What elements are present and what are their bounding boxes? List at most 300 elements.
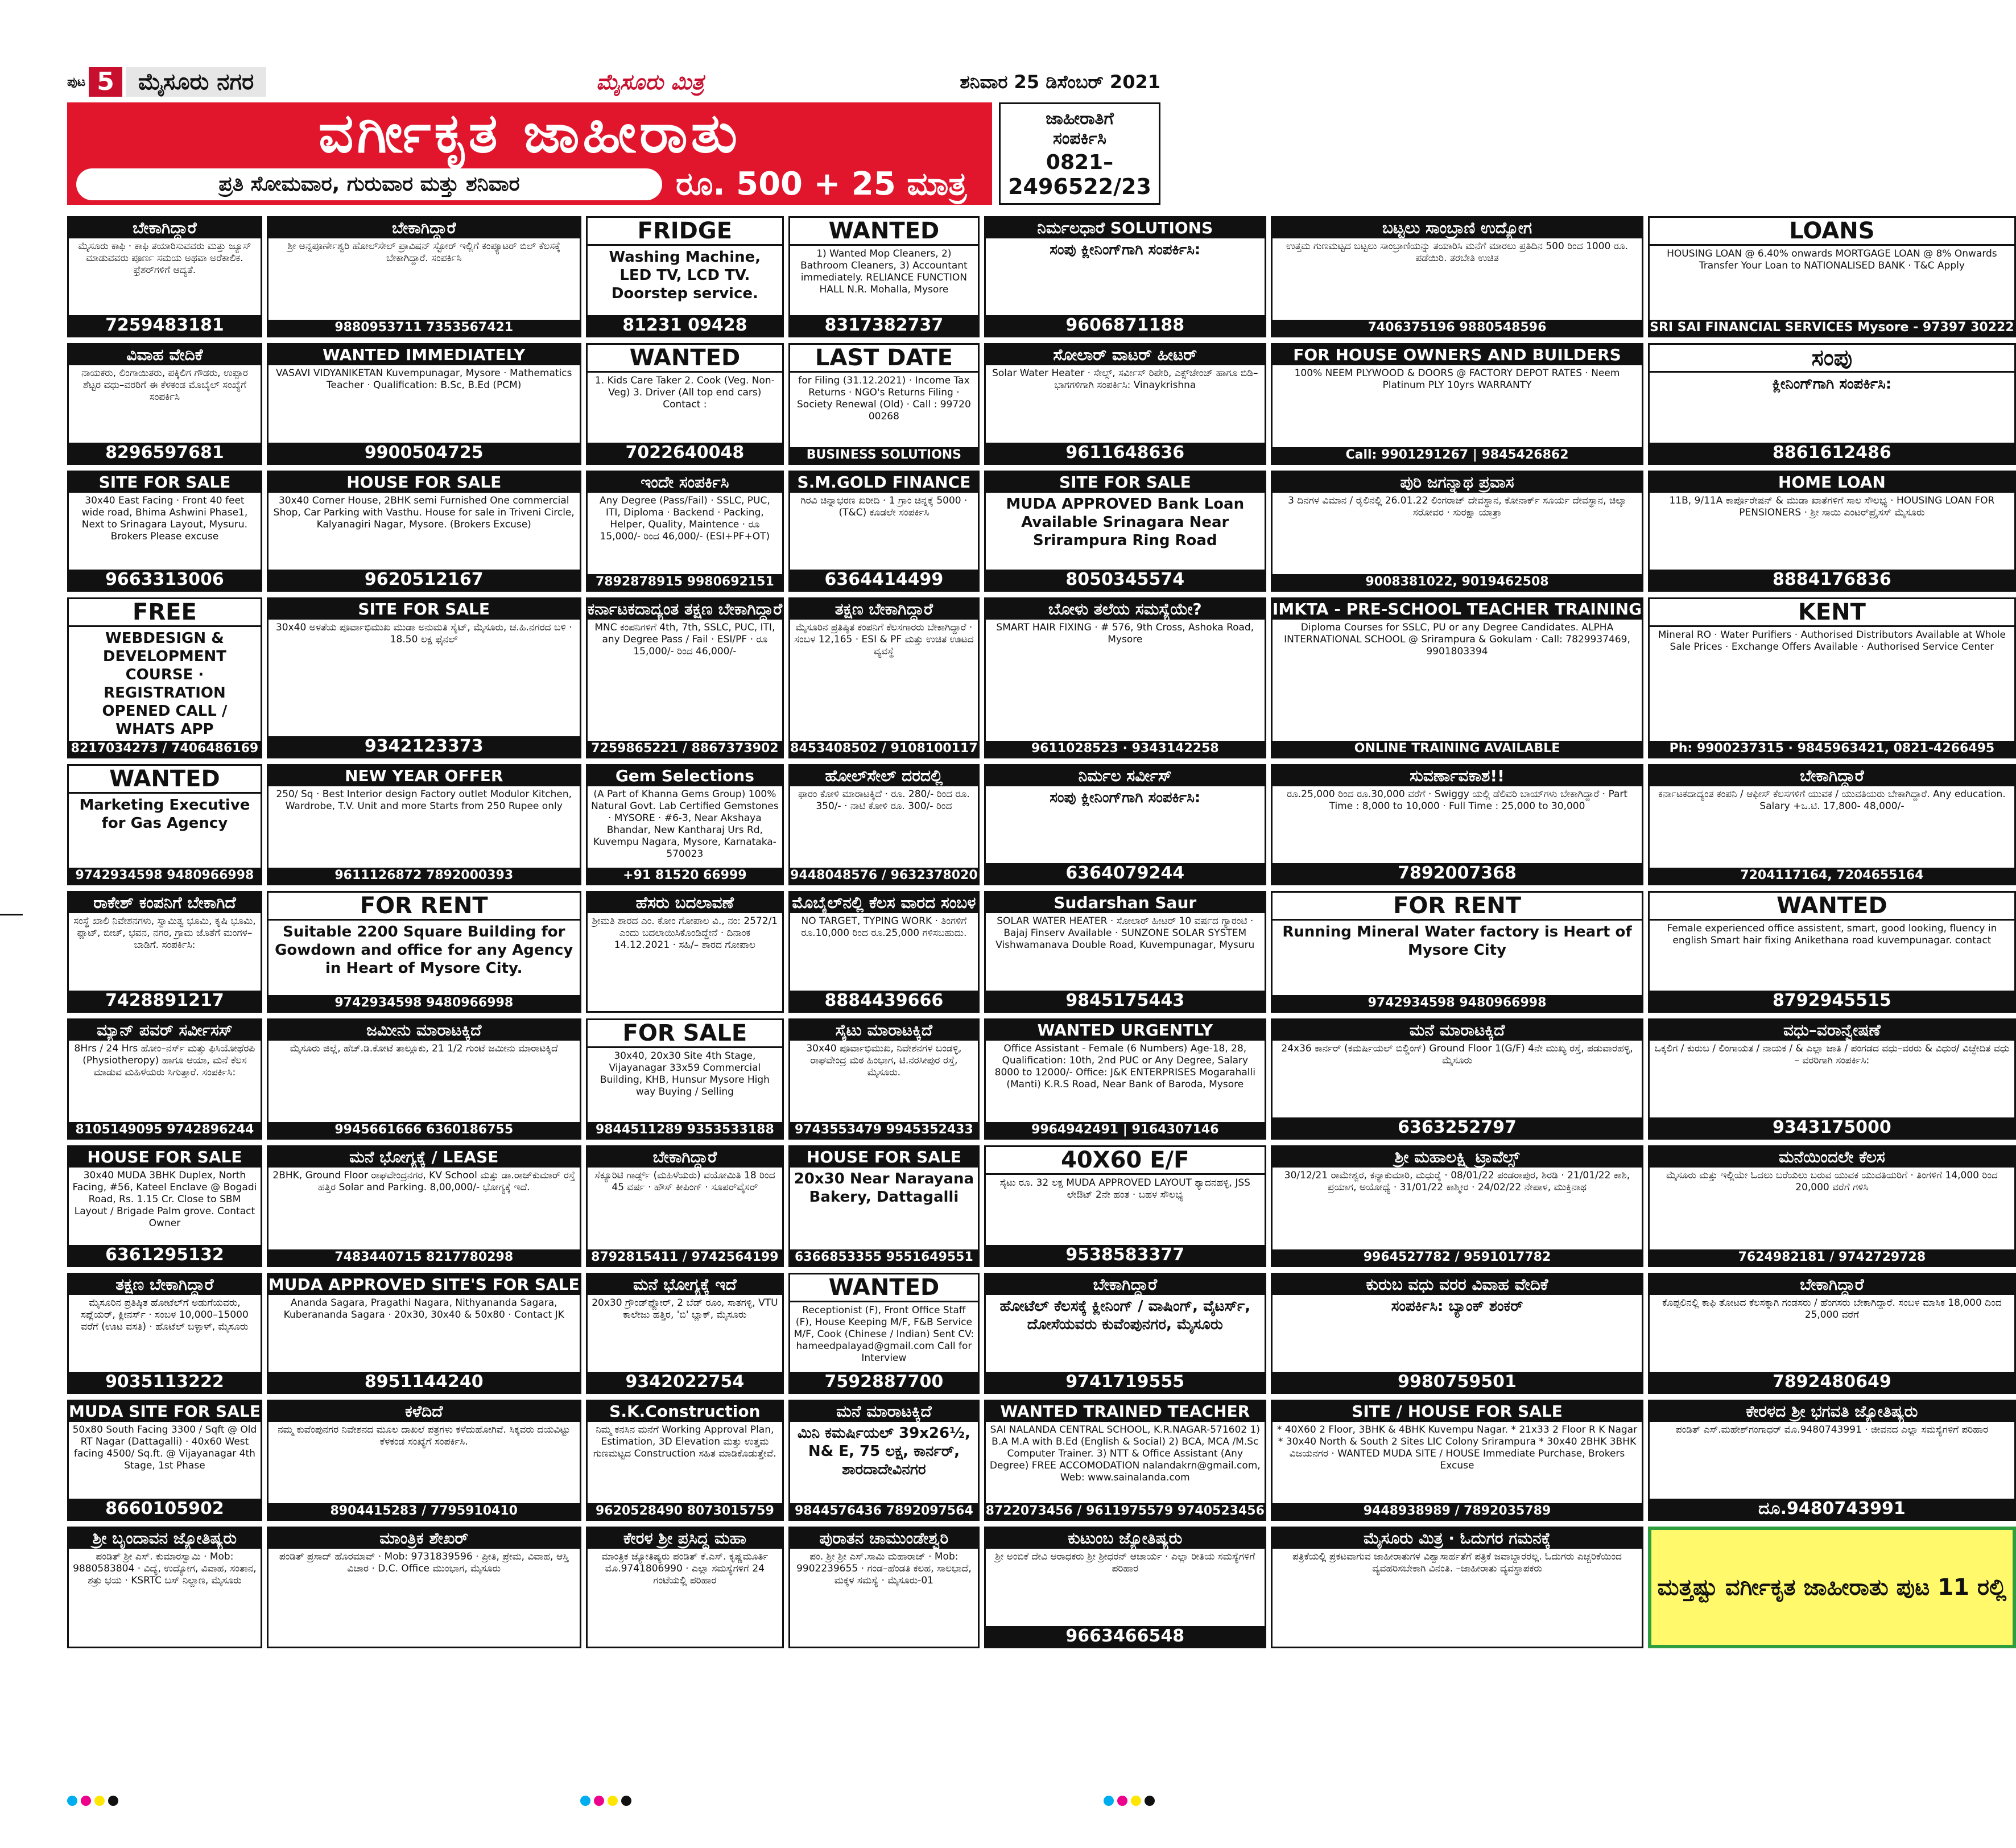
ad-heading: ಮನೆ ಭೋಗ್ಯಕ್ಕೆ / LEASE <box>268 1147 580 1168</box>
ad-heading: ಬೇಕಾಗಿದ್ದಾರೆ <box>1650 1274 2014 1295</box>
ad-heading: S.K.Construction <box>588 1401 783 1422</box>
ad-heading: WANTED <box>1650 893 2014 921</box>
ad-body: ಒಕ್ಕಲಿಗ / ಕುರುಬ / ಲಿಂಗಾಯತ / ನಾಯಕ / & ಎಲ್ಲಾ ಜಾತಿ / ಪಂಗಡದ ವಧು–ವರರು & ವಿಧುರ/ ವಿಚ್ಛೇದಿತ ವಧು – ವರರಿಗಾಗಿ ಸಂಪರ್ಕಿಸಿ: <box>1654 1042 2010 1066</box>
classified-ad <box>1648 1145 2016 1267</box>
ad-phone: 9611126872 7892000393 <box>268 868 580 884</box>
ad-phone: 6364079244 <box>986 863 1265 884</box>
banner-days: ಪ್ರತಿ ಸೋಮವಾರ, ಗುರುವಾರ ಮತ್ತು ಶನಿವಾರ <box>76 168 662 200</box>
ad-phone: +91 81520 66999 <box>588 868 783 884</box>
ad-heading: ಹೆಸರು ಬದಲಾವಣೆ <box>588 893 783 913</box>
classified-ad <box>67 1527 262 1648</box>
ad-heading: ಸೈಟು ಮಾರಾಟಕ್ಕಿದೆ <box>790 1020 978 1041</box>
classified-ad <box>67 216 262 337</box>
classified-ad <box>788 891 980 1012</box>
ad-heading: FOR SALE <box>588 1020 783 1048</box>
classified-ad <box>586 891 784 1012</box>
ad-phone: 8792945515 <box>1650 991 2014 1011</box>
ad-body: ಮಿನಿ ಕಮರ್ಷಿಯಲ್ 39x26½, N& E, 75 ಲಕ್ಷ, ಕಾರ್ನರ್, ಶಾರದಾದೇವಿನಗರ <box>797 1424 970 1478</box>
classified-ad <box>267 216 581 337</box>
ad-body: 20x30 Near Narayana Bakery, Dattagalli <box>794 1170 974 1206</box>
classified-ad <box>267 764 581 885</box>
classified-ad <box>586 1018 784 1140</box>
ad-phone: 9342022754 <box>588 1372 783 1392</box>
contact-phone: 2496522/23 <box>1008 174 1151 199</box>
ad-body: 100% NEEM PLYWOOD & DOORS @ FACTORY DEPOT RATES · Neem Platinum PLY 10yrs WARRANTY <box>1294 368 1620 391</box>
ad-body: Washing Machine, LED TV, LCD TV. Doorstep service. <box>609 249 761 302</box>
page-number-block <box>67 67 266 97</box>
ad-heading: ಮನೆ ಭೋಗ್ಯಕ್ಕೆ ಇದೆ <box>588 1274 783 1295</box>
ad-heading: ಕರ್ನಾಟಕದಾದ್ಯಂತ ತಕ್ಷಣ ಬೇಕಾಗಿದ್ದಾರೆ <box>587 600 783 619</box>
classified-ad <box>586 1273 784 1394</box>
classified-ad <box>984 891 1266 1012</box>
ad-phone: 9538583377 <box>986 1245 1265 1265</box>
cyan-dot <box>580 1796 590 1806</box>
classified-ad <box>67 1273 262 1394</box>
ad-body: 30x40 ಅಳತೆಯ ಪೂರ್ವಾಭಿಮುಖ ಮುಡಾ ಅನುಮತಿ ಸೈಟ್, ಮೈಸೂರು, ಚ.ಹಿ.ನಗರದ ಬಳಿ · 18.50 ಲಕ್ಷ ಫೈನಲ್ <box>275 622 572 646</box>
ad-body: Office Assistant - Female (6 Numbers) Age-18, 28, Qualification: 10th, 2nd PUC or Any Degree, Salary 8000 to 12000/- Office: J&K ENTERPRISES Mogarahalli (Manti) K.R.S Road, Near Bank of Baroda, Mysore <box>994 1042 1255 1090</box>
ad-phone: 8951144240 <box>268 1372 580 1392</box>
ad-body: NO TARGET, TYPING WORK · ತಿಂಗಳಿಗೆ ರೂ.10,000 ರಿಂದ ರೂ.25,000 ಗಳಿಸಬಹುದು. <box>801 915 967 939</box>
ad-heading: KENT <box>1650 599 2014 627</box>
banner-price: ರೂ. 500 + 25 ಮಾತ್ರ <box>676 166 967 203</box>
ad-heading: ಕೇರಳ ಶ್ರೀ ಪ್ರಸಿದ್ಧ ಮಹಾ <box>588 1528 783 1549</box>
ad-phone: 7022640048 <box>588 443 783 463</box>
ad-heading: MUDA APPROVED SITE'S FOR SALE <box>268 1274 580 1294</box>
ad-heading: ಮೊಬೈಲ್‌ನಲ್ಲಿ ಕೆಲಸ ವಾರದ ಸಂಬಳ <box>790 893 978 913</box>
page-header <box>67 67 1160 97</box>
magenta-dot <box>81 1796 91 1806</box>
ad-phone: 9742934598 9480966998 <box>1273 995 1642 1011</box>
classified-ad <box>1271 471 1643 592</box>
classified-ad <box>586 471 784 592</box>
ad-heading: ಬೇಕಾಗಿದ್ದಾರೆ <box>69 218 261 238</box>
classified-ad <box>267 1145 581 1267</box>
classified-ad <box>1648 343 2016 464</box>
cyan-dot <box>1104 1796 1114 1806</box>
ad-heading: ಸಂಪು <box>1650 345 2014 373</box>
ad-phone: 6364414499 <box>790 570 978 590</box>
color-dots-center <box>580 1796 631 1806</box>
ad-body: ಮೈಸೂರು ಜಿಲ್ಲೆ, ಹೆಚ್.ಡಿ.ಕೋಟೆ ತಾಲ್ಲೂಕು, 21 1/2 ಗುಂಟೆ ಜಮೀನು ಮಾರಾಟಕ್ಕಿದೆ <box>290 1042 558 1054</box>
ad-heading: ಮನೆ ಮಾರಾಟಕ್ಕಿದೆ <box>1273 1020 1642 1041</box>
ad-body: ನಾಯಕರು, ಲಿಂಗಾಯಿತರು, ಪಕ್ಕಿಲಿಗ ಗೌಡರು, ಉಪ್ಪಾರ ಶೆಟ್ಟರ ವಧು–ವರರಿಗೆ ಈ ಕೆಳಕಂಡ ಮೊಬೈಲ್ ಸಂಖ್ಯೆಗೆ ಸಂಪರ್ಕಿಸಿ <box>81 368 248 403</box>
ad-body: 30x40 MUDA 3BHK Duplex, North Facing, #56, Kateel Enclave @ Bogadi Road, Rs. 1.15 Cr. Close to SBM Layout / Brigade Palm grove. Contact Owner <box>72 1170 257 1230</box>
classified-ad <box>267 1273 581 1394</box>
ad-phone: 9945661666 6360186755 <box>268 1122 580 1138</box>
ad-body: 50x80 South Facing 3300 / Sqft @ Old RT Nagar (Dattagalli) · 40x60 West facing 4500/ Sq.ft. @ Vijayanagar 4th Stage, 1st Phase <box>72 1424 257 1471</box>
ad-body: ಸೆಕ್ಯೂರಿಟಿ ಗಾರ್ಡ್ಸ್ (ಮಹಿಳೆಯರು) ವಯೋಮಿತಿ 18 ರಿಂದ 45 ವರ್ಷ · ಹೌಸ್ ಕೀಪಿಂಗ್ · ಸೂಪರ್‌ವೈಸರ್ <box>594 1170 775 1194</box>
ad-phone: 9980759501 <box>1273 1372 1642 1392</box>
classified-ad <box>984 1400 1266 1521</box>
ad-body: 11B, 9/11A ಕಾರ್ಪೊರೇಷನ್ & ಮುಡಾ ಖಾತೆಗಳಿಗೆ ಸಾಲ ಸೌಲಭ್ಯ · HOUSING LOAN FOR PENSIONERS · ಶ್ರೀ ಸಾಯಿ ಎಂಟರ್‌ಪ್ರೈಸಸ್ ಮೈಸೂರು <box>1669 494 1995 518</box>
ad-body: HOUSING LOAN @ 6.40% onwards MORTGAGE LOAN @ 8% Onwards Transfer Your Loan to NATIONALISED BANK · T&C Apply <box>1667 248 1997 271</box>
color-dots-left <box>67 1796 118 1806</box>
ad-phone: 7428891217 <box>69 991 261 1011</box>
ad-phone: Call: 9901291267 | 9845426862 <box>1273 447 1642 463</box>
classified-ad <box>984 1273 1266 1394</box>
classified-ad <box>788 343 980 464</box>
yellow-dot <box>1131 1796 1141 1806</box>
classified-ad <box>1271 891 1643 1012</box>
classified-ad <box>1271 1400 1643 1521</box>
ad-phone: 9606871188 <box>986 315 1265 336</box>
classified-ad <box>1648 764 2016 885</box>
classified-ad <box>267 343 581 464</box>
classified-ad <box>586 764 784 885</box>
classified-ad <box>1648 1527 2016 1648</box>
classified-ad <box>586 343 784 464</box>
classified-ad <box>1648 891 2016 1012</box>
ad-heading: SITE FOR SALE <box>986 472 1265 493</box>
magenta-dot <box>1117 1796 1127 1806</box>
classified-ad <box>267 1527 581 1648</box>
ad-heading: ತಕ್ಷಣ ಬೇಕಾಗಿದ್ದಾರೆ <box>69 1274 261 1295</box>
ad-body: ಮೈಸೂರಿನ ಪ್ರತಿಷ್ಠಿತ ಕಂಪನಿಗೆ ಕೆಲಸಗಾರರು ಬೇಕಾಗಿದ್ದಾರೆ · ಸಂಬಳ 12,165 · ESI & PF ಮತ್ತು ಉಚಿತ ಊಟದ ವ್ಯವಸ್ಥೆ <box>794 622 974 658</box>
ad-body: Running Mineral Water factory is Heart of Mysore City <box>1282 923 1632 959</box>
yellow-dot <box>608 1796 618 1806</box>
classified-ad <box>67 343 262 464</box>
ad-heading: LOANS <box>1650 218 2014 246</box>
ad-phone: 9448048576 / 9632378020 <box>790 868 978 883</box>
classified-ad <box>1271 1018 1643 1140</box>
ad-body: ಶ್ರೀಮತಿ ಶಾರದ ಎಂ. ಕೋಂ ಗೋಪಾಲ ವಿ., ನಂ: 2572/1 ಎಂದು ಬದಲಾಯಿಸಿಕೊಂಡಿದ್ದೇನೆ · ದಿನಾಂಕ 14.12.2021 · ಸಹಿ/– ಶಾರದ ಗೋಪಾಲ <box>592 915 778 951</box>
ad-phone: 7592887700 <box>790 1372 978 1392</box>
ad-phone: BUSINESS SOLUTIONS <box>790 447 978 463</box>
classified-ad <box>267 1400 581 1521</box>
contact-line-1: ಜಾಹೀರಾತಿಗೆ <box>1046 109 1114 129</box>
ad-heading: 40X60 E/F <box>986 1147 1265 1175</box>
classified-ad <box>67 471 262 592</box>
ad-heading: SITE FOR SALE <box>69 472 261 493</box>
ad-body: ಪಂಡಿತ್ ಶ್ರೀ ಎಸ್. ಕುಮಾರಸ್ವಾಮಿ · Mob: 9880583804 · ವಿದ್ಯೆ, ಉದ್ಯೋಗ, ವಿವಾಹ, ಸಂತಾನ, ಶತ್ರು ಭಯ · KSRTC ಬಸ್ ನಿಲ್ದಾಣ, ಮೈಸೂರು <box>73 1551 257 1587</box>
ad-body: (A Part of Khanna Gems Group) 100% Natural Govt. Lab Certified Gemstones · MYSORE · #6-3, Near Akshaya Bhandar, New Kantharaj Urs Rd, Kuvempu Nagara, Mysore, Karnataka-570023 <box>591 789 779 860</box>
ad-body: VASAVI VIDYANIKETAN Kuvempunagar, Mysore · Mathematics Teacher · Qualification: B.Sc, B.Ed (PCM) <box>275 368 572 391</box>
ad-heading: FOR RENT <box>1273 893 1642 921</box>
ad-body: ಶ್ರೀ ಅನ್ನಪೂರ್ಣೇಶ್ವರಿ ಹೋಲ್‌ಸೇಲ್ ಪ್ರಾವಿಷನ್ ಸ್ಟೋರ್ ಇಲ್ಲಿಗೆ ಕಂಪ್ಯೂಟರ್ ಬಿಲ್ ಕೆಲಸಕ್ಕೆ ಬೇಕಾಗಿದ್ದಾರೆ. ಸಂಪರ್ಕಿಸಿ <box>287 241 561 264</box>
ad-heading: ಕುರುಬ ವಧು ವರರ ವಿವಾಹ ವೇದಿಕೆ <box>1273 1274 1642 1295</box>
classified-ad <box>788 1400 980 1521</box>
ad-phone: 9742934598 9480966998 <box>69 868 261 884</box>
ad-heading: ಮೈಸೂರು ಮಿತ್ರ · ಓದುಗರ ಗಮನಕ್ಕೆ <box>1273 1528 1642 1549</box>
ad-heading: ಬೇಕಾಗಿದ್ದಾರೆ <box>588 1147 783 1168</box>
ad-body: 8Hrs / 24 Hrs ಹೋಂ–ನರ್ಸ್ ಮತ್ತು ಫಿಸಿಯೋಥೆರಪಿ (Physiotheropy) ಹಾಗೂ ಆಯಾ, ಮನೆ ಕೆಲಸ ಮಾಡುವ ಮಹಿಳೆಯರು ಸಿಗುತ್ತಾರೆ. ಸಂಪರ್ಕಿಸಿ: <box>74 1042 255 1078</box>
classified-ad <box>984 764 1266 885</box>
black-dot <box>1145 1796 1155 1806</box>
ad-body: ಮೈಸೂರಿನ ಪ್ರತಿಷ್ಠಿತ ಹೋಟೆಲ್‌ಗೆ ಅಡುಗೆಯವರು, ಸಪ್ಲೆಯರ್, ಕ್ಲೀನರ್ಸ್ · ಸಂಬಳ 10,000–15000 ವರೆಗೆ (ಊಟ ವಸತಿ) · ಹೊಟೆಲ್ ಬಳ್ಳಾಳ್, ಮೈಸೂರು <box>81 1297 249 1333</box>
ad-body: ಶ್ರೀ ಅಂಬಿಕೆ ದೇವಿ ಆರಾಧಕರು ಶ್ರೀ ಶ್ರೀಧರನ್ ಆಚಾರ್ಯ · ಎಲ್ಲಾ ರೀತಿಯ ಸಮಸ್ಯೆಗಳಿಗೆ ಪರಿಹಾರ <box>995 1551 1255 1575</box>
ad-body: ಸಂಪು ಕ್ಲೀನಿಂಗ್‌ಗಾಗಿ ಸಂಪರ್ಕಿಸಿ: <box>1050 789 1201 807</box>
ad-phone: 8105149095 9742896244 <box>69 1122 261 1138</box>
ad-heading: FRIDGE <box>588 218 783 246</box>
classified-ad <box>984 471 1266 592</box>
ad-phone: 9844576436 7892097564 <box>790 1503 978 1519</box>
ad-phone: Ph: 9900237315 · 9845963421, 0821-4266495 <box>1650 741 2014 757</box>
ad-heading: ಶ್ರೀ ಮಹಾಲಕ್ಷ್ಮಿ ಟ್ರಾವೆಲ್ಸ್ <box>1273 1147 1642 1168</box>
classified-ad <box>788 1527 980 1648</box>
black-dot <box>621 1796 631 1806</box>
ad-heading: ಕಳೆದಿದೆ <box>268 1401 580 1422</box>
classified-ad <box>1271 1273 1643 1394</box>
ad-body: ಸಂಪು ಕ್ಲೀನಿಂಗ್‌ಗಾಗಿ ಸಂಪರ್ಕಿಸಿ: <box>1050 241 1201 258</box>
ad-phone: 9035113222 <box>69 1372 261 1392</box>
ad-heading: ವಿವಾಹ ವೇದಿಕೆ <box>69 345 261 365</box>
classified-ad <box>788 597 980 758</box>
ad-body: 30x40 ಪೂರ್ವಾಭಿಮುಖ, ನಿವೇಶನಗಳ ಬಂಡಳ್ಳಿ, ರಾಘವೇಂದ್ರ ಮಠ ಹಿಂಭಾಗ, ಟಿ.ನರಸೀಪುರ ರಸ್ತೆ, ಮೈಸೂರು. <box>806 1042 962 1078</box>
ad-body: 1. Kids Care Taker 2. Cook (Veg. Non-Veg) 3. Driver (All top end cars) Contact : <box>594 375 775 411</box>
classified-ad <box>586 1527 784 1648</box>
ad-heading: WANTED <box>69 766 261 794</box>
ad-phone: 9448938989 / 7892035789 <box>1273 1503 1642 1519</box>
classified-ad <box>1648 216 2016 337</box>
ad-phone: 8884176836 <box>1650 570 2014 590</box>
classified-ad <box>788 471 980 592</box>
classified-ads-grid <box>67 216 2014 1775</box>
ad-phone: 9964527782 / 9591017782 <box>1273 1249 1642 1265</box>
ad-phone: 7406375196 9880548596 <box>1273 320 1642 336</box>
ad-body: ಉತ್ತಮ ಗುಣಮಟ್ಟದ ಬಟ್ಟಲು ಸಾಂಬ್ರಾಣಿಯನ್ನು ತಯಾರಿಸಿ ಮನೆಗೆ ಮಾರಲು ಪ್ರತಿದಿನ 500 ರಿಂದ 1000 ರೂ. ಪಡೆಯಿರಿ. ತರಬೇತಿ ಉಚಿತ <box>1286 241 1629 264</box>
ad-body: 30/12/21 ರಾಮೇಶ್ವರ, ಕನ್ಯಾಕುಮಾರಿ, ಮಧುರೈ · 08/01/22 ಪಂಡರಾಪುರ, ಶಿರಡಿ · 21/01/22 ಕಾಶಿ, ಪ್ರಯಾಗ, ಅಯೋಧ್ಯೆ · 31/01/22 ಕಾಶ್ಮೀರ · 24/02/22 ನೇಪಾಳ, ಮುಕ್ತಿನಾಥ <box>1284 1170 1630 1194</box>
ad-phone: 8722073456 / 9611975579 9740523456 <box>985 1504 1265 1519</box>
ad-body: SMART HAIR FIXING · # 576, 9th Cross, Ashoka Road, Mysore <box>996 622 1254 646</box>
ad-phone: 8317382737 <box>790 315 978 336</box>
ad-body: ಪಂಡಿತ್ ಎಸ್.ಮಹೇಶ್‌ಗಂಗಾಧರ್ ಮೊ.9480743991 · ಜೀವನದ ಎಲ್ಲಾ ಸಮಸ್ಯೆಗಳಿಗೆ ಪರಿಹಾರ <box>1675 1424 1989 1436</box>
ad-heading: ಜಮೀನು ಮಾರಾಟಕ್ಕಿದೆ <box>268 1020 580 1041</box>
ad-phone: 9663466548 <box>986 1626 1265 1647</box>
classified-ad <box>1271 1527 1643 1648</box>
classified-ad <box>1648 597 2016 758</box>
classified-ad <box>67 1400 262 1521</box>
ad-heading: ಬೋಳು ತಲೆಯ ಸಮಸ್ಯೆಯೇ? <box>986 599 1265 620</box>
classified-ad <box>267 891 581 1012</box>
ad-phone: 9742934598 9480966998 <box>268 995 580 1011</box>
ad-heading: S.M.GOLD FINANCE <box>790 472 978 493</box>
ad-phone: 9743553479 9945352433 <box>790 1122 978 1138</box>
page-label: ಪುಟ <box>67 75 86 89</box>
ad-body: MUDA APPROVED Bank Loan Available Srinagara Near Srirampura Ring Road <box>1006 495 1245 549</box>
issue-date: ಶನಿವಾರ 25 ಡಿಸೆಂಬರ್ 2021 <box>960 71 1160 93</box>
ad-heading: ನಿರ್ಮಲಧಾರೆ SOLUTIONS <box>986 218 1265 238</box>
ad-phone: ದೂ.9480743991 <box>1650 1499 2014 1519</box>
yellow-dot <box>94 1796 105 1806</box>
ad-phone: 9663313006 <box>69 570 261 590</box>
ad-heading: IMKTA - PRE-SCHOOL TEACHER TRAINING <box>1272 600 1642 619</box>
ad-heading: ಹೋಲ್‌ಸೇಲ್ ದರದಲ್ಲಿ <box>790 766 978 786</box>
ad-heading: ಸೋಲಾರ್ ವಾಟರ್ ಹೀಟರ್ <box>986 345 1265 365</box>
ad-body: ಮೈಸೂರು ಕಾಫಿ · ಕಾಫಿ ತಯಾರಿಸುವವರು ಮತ್ತು ಜ್ಯೂಸ್ ಮಾಡುವವರು ಪೂರ್ಣ ಸಮಯ ಅಥವಾ ಅರೆಕಾಲಿಕ. ಫ್ರೆಶರ್‌ಗಳಿಗೆ ಆದ್ಯತೆ. <box>78 241 251 276</box>
ad-body: 1) Wanted Mop Cleaners, 2) Bathroom Cleaners, 3) Accountant immediately. RELIANCE FUNCTION HALL N.R. Mohalla, Mysore <box>800 248 968 295</box>
classified-ad <box>267 597 581 758</box>
classified-ad <box>1648 1400 2016 1521</box>
ad-body: ಸಂಪರ್ಕಿಸಿ: ಬ್ಯಾಂಕ್ ಶಂಕರ್ <box>1391 1297 1523 1315</box>
classified-ad <box>1271 597 1643 758</box>
classified-ad <box>586 1400 784 1521</box>
classified-ad <box>788 764 980 885</box>
ad-phone: 7483440715 8217780298 <box>268 1249 580 1265</box>
ad-phone: 6361295132 <box>69 1245 261 1265</box>
ad-body: ಸೈಟು ರೂ. 32 ಲಕ್ಷ MUDA APPROVED LAYOUT ಶ್ಯಾದನಹಳ್ಳಿ, JSS ಲೇಔಟ್ 2ನೇ ಹಂತ · ಬಹಳ ಸೌಲಭ್ಯ <box>999 1177 1250 1201</box>
ad-body: ಸಂಸ್ಥೆ ಖಾಲಿ ನಿವೇಶನಗಳು, ಸ್ವಾಮಿತ್ವ ಭೂಮಿ, ಕೃಷಿ ಭೂಮಿ, ಪ್ಲಾಟ್, ಬೀಚ್, ಭವನ, ನಗರ, ಗ್ರಾಮ ಜೊತೆಗೆ ಮಂಗಳ–ಬಾಡಿಗೆ. ಸಂಪರ್ಕಿಸಿ: <box>73 915 256 951</box>
ad-heading: ಬೇಕಾಗಿದ್ದಾರೆ <box>1650 766 2014 786</box>
ad-heading: WANTED IMMEDIATELY <box>268 345 580 365</box>
ad-heading: FOR RENT <box>268 893 580 921</box>
ad-body: Receptionist (F), Front Office Staff (F), House Keeping M/F, F&B Service M/F, Cook (Chinese / Indian) Sent CV: hameedpalayad@gmail.com Call for Interview <box>794 1304 974 1364</box>
ad-heading: ರಾಕೇಶ್ ಕಂಪನಿಗೆ ಬೇಕಾಗಿದೆ <box>69 893 261 913</box>
ad-body: 2BHK, Ground Floor ರಾಘವೇಂದ್ರನಗರ, KV School ಮತ್ತು ಡಾ.ರಾಜ್‌ಕುಮಾರ್ ರಸ್ತೆ ಹತ್ತಿರ Solar and Parking. 8,00,000/- ಭೋಗ್ಯಕ್ಕೆ ಇದೆ. <box>272 1170 576 1194</box>
classified-ad <box>788 1145 980 1267</box>
classified-ad <box>788 216 980 337</box>
ad-phone: 9342123373 <box>268 736 580 757</box>
ad-body: Ananda Sagara, Pragathi Nagara, Nithyananda Sagara, Kuberananda Sagara · 20x30, 30x40 & 50x80 · Contact JK <box>283 1297 564 1321</box>
ad-body: ಕೊಪ್ಪಲಿನಲ್ಲಿ ಕಾಫಿ ತೋಟದ ಕೆಲಸಕ್ಕಾಗಿ ಗಂಡಸರು / ಹೆಂಗಸರು ಬೇಕಾಗಿದ್ದಾರೆ. ಸಂಬಳ ಮಾಸಿಕ 18,000 ದಿಂದ 25,000 ವರೆಗೆ <box>1662 1297 2002 1321</box>
ad-heading: ಶ್ರೀ ಬೃಂದಾವನ ಜ್ಯೋತಿಷ್ಯರು <box>69 1528 261 1549</box>
ad-heading: ವಧು–ವರಾನ್ವೇಷಣೆ <box>1650 1020 2014 1041</box>
classified-ad <box>788 1018 980 1140</box>
classified-ad <box>67 1018 262 1140</box>
classified-ad <box>267 471 581 592</box>
ad-body: SAI NALANDA CENTRAL SCHOOL, K.R.NAGAR-571602 1) B.A M.A with B.Ed (English & Social) 2) BCA, MCA /M.Sc Computer Trainer. 3) NTT & Office Assistant (Any Degree) FREE ACCOMODATION nalandakrn@gmail.com, Web: www.sainalanda.com <box>989 1424 1261 1483</box>
ad-phone: 9611028523 · 9343142258 <box>986 741 1265 757</box>
magenta-dot <box>594 1796 604 1806</box>
classified-ad <box>586 1145 784 1267</box>
ad-heading: ಪುರಾತನ ಚಾಮುಂಡೇಶ್ವರಿ <box>790 1528 978 1549</box>
contact-line-2: ಸಂಪರ್ಕಿಸಿ <box>1053 129 1106 148</box>
classified-ad <box>1271 343 1643 464</box>
ad-body: for Filing (31.12.2021) · Income Tax Returns · NGO's Returns Filing · Society Renewal (Old) · Call : 99720 00268 <box>797 375 971 423</box>
ad-body: SOLAR WATER HEATER · ಸೋಲಾರ್ ಹೀಟರ್ 10 ವರ್ಷದ ಗ್ಯಾರಂಟಿ · Bajaj Finserv Available · SUNZONE SOLAR SYSTEM Vishwamanava Double Road, Kuvempunagar, Mysuru <box>995 915 1255 951</box>
ad-phone: 8050345574 <box>986 570 1265 590</box>
ad-heading: ಕೇರಳದ ಶ್ರೀ ಭಗವತಿ ಜ್ಯೋತಿಷ್ಯರು <box>1650 1401 2014 1422</box>
ad-body: * 40X60 2 Floor, 3BHK & 4BHK Kuvempu Nagar. * 21x33 2 Floor R K Nagar * 30x40 North & South 2 Sites LIC Colony Srirampura * 30x40 2BHK 3BHK ವಿಜಯನಗರ · WANTED MUDA SITE / HOUSE Immediate Purchase, Brokers Excuse <box>1276 1424 1638 1471</box>
ad-body: ಪಂಡಿತ್ ಪ್ರಸಾದ್ ಹೊರಮಾವ್ · Mob: 9731839596 · ಪ್ರೀತಿ, ಪ್ರೇಮ, ವಿವಾಹ, ಆಸ್ತಿ ವಿಚಾರ · D.C. Office ಮುಂಭಾಗ, ಮೈಸೂರು <box>279 1551 569 1575</box>
ad-body: 30x40 East Facing · Front 40 feet wide road, Bhima Ashwini Phase1, Next to Srinagara Layout, Mysuru. Brokers Please excuse <box>81 494 248 542</box>
ad-body: ಕರ್ನಾಟಕದಾದ್ಯಂತ ಕಂಪನಿ / ಆಫೀಸ್ ಕೆಲಸಗಳಿಗೆ ಯುವಕ / ಯುವತಿಯರು ಬೇಕಾಗಿದ್ದಾರೆ. Any education. Salary +ಒ.ಟಿ. 17,800- 48,000/- <box>1658 789 2006 812</box>
ad-body: ಪಂ. ಶ್ರೀ ಶ್ರೀ ಎಸ್.ಸಾಮಿ ಮಹಾರಾಜ್ · Mob: 9902239655 · ಗಂಡ–ಹೆಂಡತಿ ಕಲಹ, ಸಾಲಭಾದೆ, ಮಕ್ಕಳ ಸಮಸ್ಯೆ · ಮೈಸೂರು-01 <box>796 1551 972 1587</box>
ad-body: 3 ದಿನಗಳ ವಿಮಾನ / ರೈಲಿನಲ್ಲಿ 26.01.22 ಲಿಂಗರಾಜ್ ದೇವಸ್ಥಾನ, ಕೋನಾರ್ಕ್ ಸೂರ್ಯ ದೇವಸ್ಥಾನ, ಚಿಲ್ಕಾ ಸರೋವರ · ಸುರಕ್ಷಾ ಯಾತ್ರಾ <box>1288 494 1626 518</box>
ad-body: ನಮ್ಮ ಕುವೆಂಪುನಗರ ನಿವೇಶನದ ಮೂಲ ದಾಖಲೆ ಪತ್ರಗಳು ಕಳೆದುಹೋಗಿವೆ. ಸಿಕ್ಕವರು ದಯವಿಟ್ಟು ಕೆಳಕಂಡ ಸಂಖ್ಯೆಗೆ ಸಂಪರ್ಕಿಸಿ. <box>278 1424 571 1447</box>
ad-heading: NEW YEAR OFFER <box>268 766 580 786</box>
ad-phone: 7892007368 <box>1273 863 1642 884</box>
ad-body: Mineral RO · Water Purifiers · Authorised Distributors Available at Whole Sale Prices · Exchange Offers Available · Authorised Service Center <box>1658 629 2006 653</box>
classified-ad <box>1271 1145 1643 1267</box>
ad-body: Solar Water Heater · ಸೇಲ್ಸ್, ಸರ್ವೀಸ್ ರಿಪೇರಿ, ಎಕ್ಸ್‌ಚೇಂಜ್ ಹಾಗೂ ಬಿಡಿ–ಭಾಗಗಳಿಗಾಗಿ ಸಂಪರ್ಕಿಸಿ: Vinaykrishna <box>992 368 1258 391</box>
classified-ad <box>586 597 784 758</box>
ad-heading: ಸುವರ್ಣಾವಕಾಶ!! <box>1273 766 1642 786</box>
ad-heading: HOUSE FOR SALE <box>790 1147 978 1168</box>
classified-ad <box>67 1145 262 1267</box>
ad-heading: ಪುರಿ ಜಗನ್ನಾಥ ಪ್ರವಾಸ <box>1273 472 1642 493</box>
ad-body: Female experienced office assistent, smart, good looking, fluency in english Smart hair fixing Anikethana road kuvempunagar. contact <box>1667 923 1997 947</box>
ad-body: ಪತ್ರಿಕೆಯಲ್ಲಿ ಪ್ರಕಟವಾಗುವ ಜಾಹೀರಾತುಗಳ ವಿಶ್ವಾಸಾರ್ಹತೆಗೆ ಪತ್ರಿಕೆ ಜವಾಬ್ದಾರರಲ್ಲ. ಓದುಗರು ಎಚ್ಚರಿಕೆಯಿಂದ ವ್ಯವಹರಿಸಬೇಕಾಗಿ ವಿನಂತಿ. –ಜಾಹೀರಾತು ವ್ಯವಸ್ಥಾಪಕರು <box>1292 1551 1622 1575</box>
ad-heading: WANTED <box>588 345 783 373</box>
ad-body: ಮತ್ತಷ್ಟು ವರ್ಗೀಕೃತ ಜಾಹೀರಾತು ಪುಟ 11 ರಲ್ಲಿ <box>1657 1574 2007 1600</box>
ad-heading: WANTED URGENTLY <box>986 1020 1265 1041</box>
ad-body: ನಿಮ್ಮ ಕನಸಿನ ಮನೆಗೆ Working Approval Plan, Estimation, 3D Elevation ಮತ್ತು ಉತ್ತಮ ಗುಣಮಟ್ಟದ Construction ಸಹಿತ ಮಾಡಿಕೊಡುತ್ತೇವೆ. <box>593 1424 776 1459</box>
ad-heading: SITE FOR SALE <box>268 599 580 620</box>
ad-body: 24x36 ಕಾರ್ನರ್ (ಕಮರ್ಷಿಯಲ್ ಬಿಲ್ಡಿಂಗ್) Ground Floor 1(G/F) 4ನೇ ಮುಖ್ಯ ರಸ್ತೆ, ಪಡುವಾರಹಳ್ಳಿ, ಮೈಸೂರು <box>1281 1042 1633 1066</box>
ad-body: 20x30 ಗ್ರೌಂಡ್‌ಫ್ಲೋರ್, 2 ಬೆಡ್ ರೂಂ, ಸಾತಗಳ್ಳಿ, VTU ಕಾಲೇಜು ಹತ್ತಿರ, 'ಬಿ' ಬ್ಲಾಕ್, ಮೈಸೂರು <box>592 1297 778 1321</box>
classified-ad <box>267 1018 581 1140</box>
ad-phone: 9611648636 <box>986 443 1265 463</box>
section-title: ಮೈಸೂರು ನಗರ <box>126 67 266 97</box>
ad-body: Any Degree (Pass/Fail) · SSLC, PUC, ITI, Diploma · Backend · Packing, Helper, Quality, Maintence · ರೂ 15,000/- ರಿಂದ 46,000/- (ESI+PF+OT) <box>599 494 770 542</box>
ad-phone: 9343175000 <box>1650 1117 2014 1138</box>
classified-ad <box>1648 1018 2016 1140</box>
ad-heading: ಬಟ್ಟಲು ಸಾಂಬ್ರಾಣಿ ಉದ್ಯೋಗ <box>1273 218 1642 238</box>
ad-phone: 81231 09428 <box>588 315 783 336</box>
ad-heading: Gem Selections <box>588 766 783 786</box>
ad-heading: ತಕ್ಷಣ ಬೇಕಾಗಿದ್ದಾರೆ <box>790 599 978 620</box>
ad-body: ಮಾಂತ್ರಿಕ ಜ್ಯೋತಿಷ್ಯರು ಪಂಡಿತ್ ಕೆ.ಎಸ್. ಕೃಷ್ಣಮೂರ್ತಿ ಮೊ.9741806990 · ಎಲ್ಲಾ ಸಮಸ್ಯೆಗಳಿಗೆ 24 ಗಂಟೆಯಲ್ಲಿ ಪರಿಹಾರ <box>601 1551 769 1587</box>
print-registration-marks <box>0 1796 1226 1818</box>
ad-body: ಹೋಟೆಲ್ ಕೆಲಸಕ್ಕೆ ಕ್ಲೀನಿಂಗ್ / ವಾಷಿಂಗ್, ವೈಟರ್ಸ್, ದೋಸೆಯವರು ಕುವೆಂಪುನಗರ, ಮೈಸೂರು <box>999 1297 1251 1333</box>
ad-heading: WANTED TRAINED TEACHER <box>986 1401 1265 1422</box>
ad-body: ರೂ.25,000 ರಿಂದ ರೂ.30,000 ವರೆಗೆ · Swiggy ಯಲ್ಲಿ ಡೆಲಿವರಿ ಬಾಯ್‌ಗಳು ಬೇಕಾಗಿದ್ದಾರೆ · Part Time : 8,000 to 10,000 · Full Time : 25,000 to 30,000 <box>1286 789 1628 812</box>
classified-ad <box>984 1527 1266 1648</box>
classified-ad <box>984 1018 1266 1140</box>
ad-body: ಮೈಸೂರು ಮತ್ತು ಇಲ್ಲಿಯೇ ಓದಲು ಬರೆಯಲು ಬರುವ ಯುವಕ ಯುವತಿಯರಿಗೆ · ತಿಂಗಳಿಗೆ 14,000 ರಿಂದ 20,000 ವರೆಗೆ ಗಳಿಸಿ <box>1666 1170 1998 1194</box>
ad-body: Diploma Courses for SSLC, PU or any Degree Candidates. ALPHA INTERNATIONAL SCHOOL @ Srirampura & Gokulam · Call: 7829937469, 9901803394 <box>1284 622 1630 658</box>
banner-title: ವರ್ಗೀಕೃತ ಜಾಹೀರಾತು <box>318 101 741 165</box>
ad-phone: 9880953711 7353567421 <box>268 320 580 336</box>
ad-heading: HOUSE FOR SALE <box>69 1147 261 1168</box>
ad-body: ಗಿರವಿ ಚಿನ್ನಾಭರಣ ಖರೀದಿ · 1 ಗ್ರಾಂ ಚಿನ್ನಕ್ಕೆ 5000 · (T&C) ಕೂಡಲೇ ಸಂಪರ್ಕಿಸಿ <box>800 494 968 518</box>
ad-phone: 9844511289 9353533188 <box>588 1122 783 1138</box>
classified-ad <box>984 216 1266 337</box>
ad-body: ಕ್ಲೀನಿಂಗ್‌ಗಾಗಿ ಸಂಪರ್ಕಿಸಿ: <box>1772 376 1892 393</box>
ad-phone: 7892480649 <box>1650 1372 2014 1392</box>
ad-phone: 8296597681 <box>69 443 261 463</box>
ad-phone: 7259865221 / 8867373902 <box>588 741 783 757</box>
page-number: 5 <box>89 67 122 97</box>
classified-ad <box>1271 216 1643 337</box>
ad-body: WEBDESIGN & DEVELOPMENT COURSE · REGISTRATION OPENED CALL / WHATS APP <box>102 630 228 739</box>
classifieds-banner <box>67 102 992 205</box>
black-dot <box>108 1796 118 1806</box>
classified-ad <box>1648 1273 2016 1394</box>
classified-ad <box>788 1273 980 1394</box>
ad-phone: 9845175443 <box>986 991 1265 1011</box>
contact-box <box>999 102 1160 205</box>
ad-phone: 8660105902 <box>69 1499 261 1519</box>
ad-phone: SRI SAI FINANCIAL SERVICES Mysore - 97397 30222 <box>1650 320 2014 335</box>
ad-phone: 9741719555 <box>986 1372 1265 1392</box>
ad-phone: 8884439666 <box>790 991 978 1011</box>
ad-phone: 8217034273 / 7406486169 <box>69 741 261 757</box>
ad-heading: ಮಾಂತ್ರಿಕ ಶೇಖರ್ <box>268 1528 580 1549</box>
classified-ad <box>67 891 262 1012</box>
ad-phone: 7204117164, 7204655164 <box>1650 868 2014 884</box>
cyan-dot <box>67 1796 77 1806</box>
ad-heading: FOR HOUSE OWNERS AND BUILDERS <box>1273 345 1642 365</box>
ad-phone: 9620528490 8073015759 <box>588 1503 783 1519</box>
contact-line-3: 0821– <box>1046 151 1114 174</box>
ad-body: 250/ Sq · Best Interior design Factory outlet Modulor Kitchen, Wardrobe, T.V. Unit and more Starts from 250 Rupee only <box>276 789 572 812</box>
ad-body: Suitable 2200 Square Building for Gowdown and office for any Agency in Heart of Mysore City. <box>275 923 573 977</box>
ad-phone: 8792815411 / 9742564199 <box>588 1249 783 1265</box>
classified-ad <box>984 1145 1266 1267</box>
color-dots-right <box>1104 1796 1155 1806</box>
ad-phone: 6366853355 9551649551 <box>790 1249 978 1265</box>
ad-heading: MUDA SITE FOR SALE <box>69 1401 261 1421</box>
ad-phone: 6363252797 <box>1273 1117 1642 1138</box>
ad-heading: ಮನೆ ಮಾರಾಟಕ್ಕಿದೆ <box>790 1401 978 1422</box>
ad-heading: WANTED <box>790 218 978 246</box>
ad-phone: 8904415283 / 7795910410 <box>268 1503 580 1519</box>
ad-heading: ಮ್ಯಾನ್ ಪವರ್ ಸರ್ವೀಸಸ್ <box>69 1020 261 1041</box>
ad-heading: ಇಂದೇ ಸಂಪರ್ಕಿಸಿ <box>588 472 783 493</box>
masthead: ಮೈಸೂರು ಮಿತ್ರ <box>596 69 704 94</box>
ad-phone: 9620512167 <box>268 570 580 590</box>
